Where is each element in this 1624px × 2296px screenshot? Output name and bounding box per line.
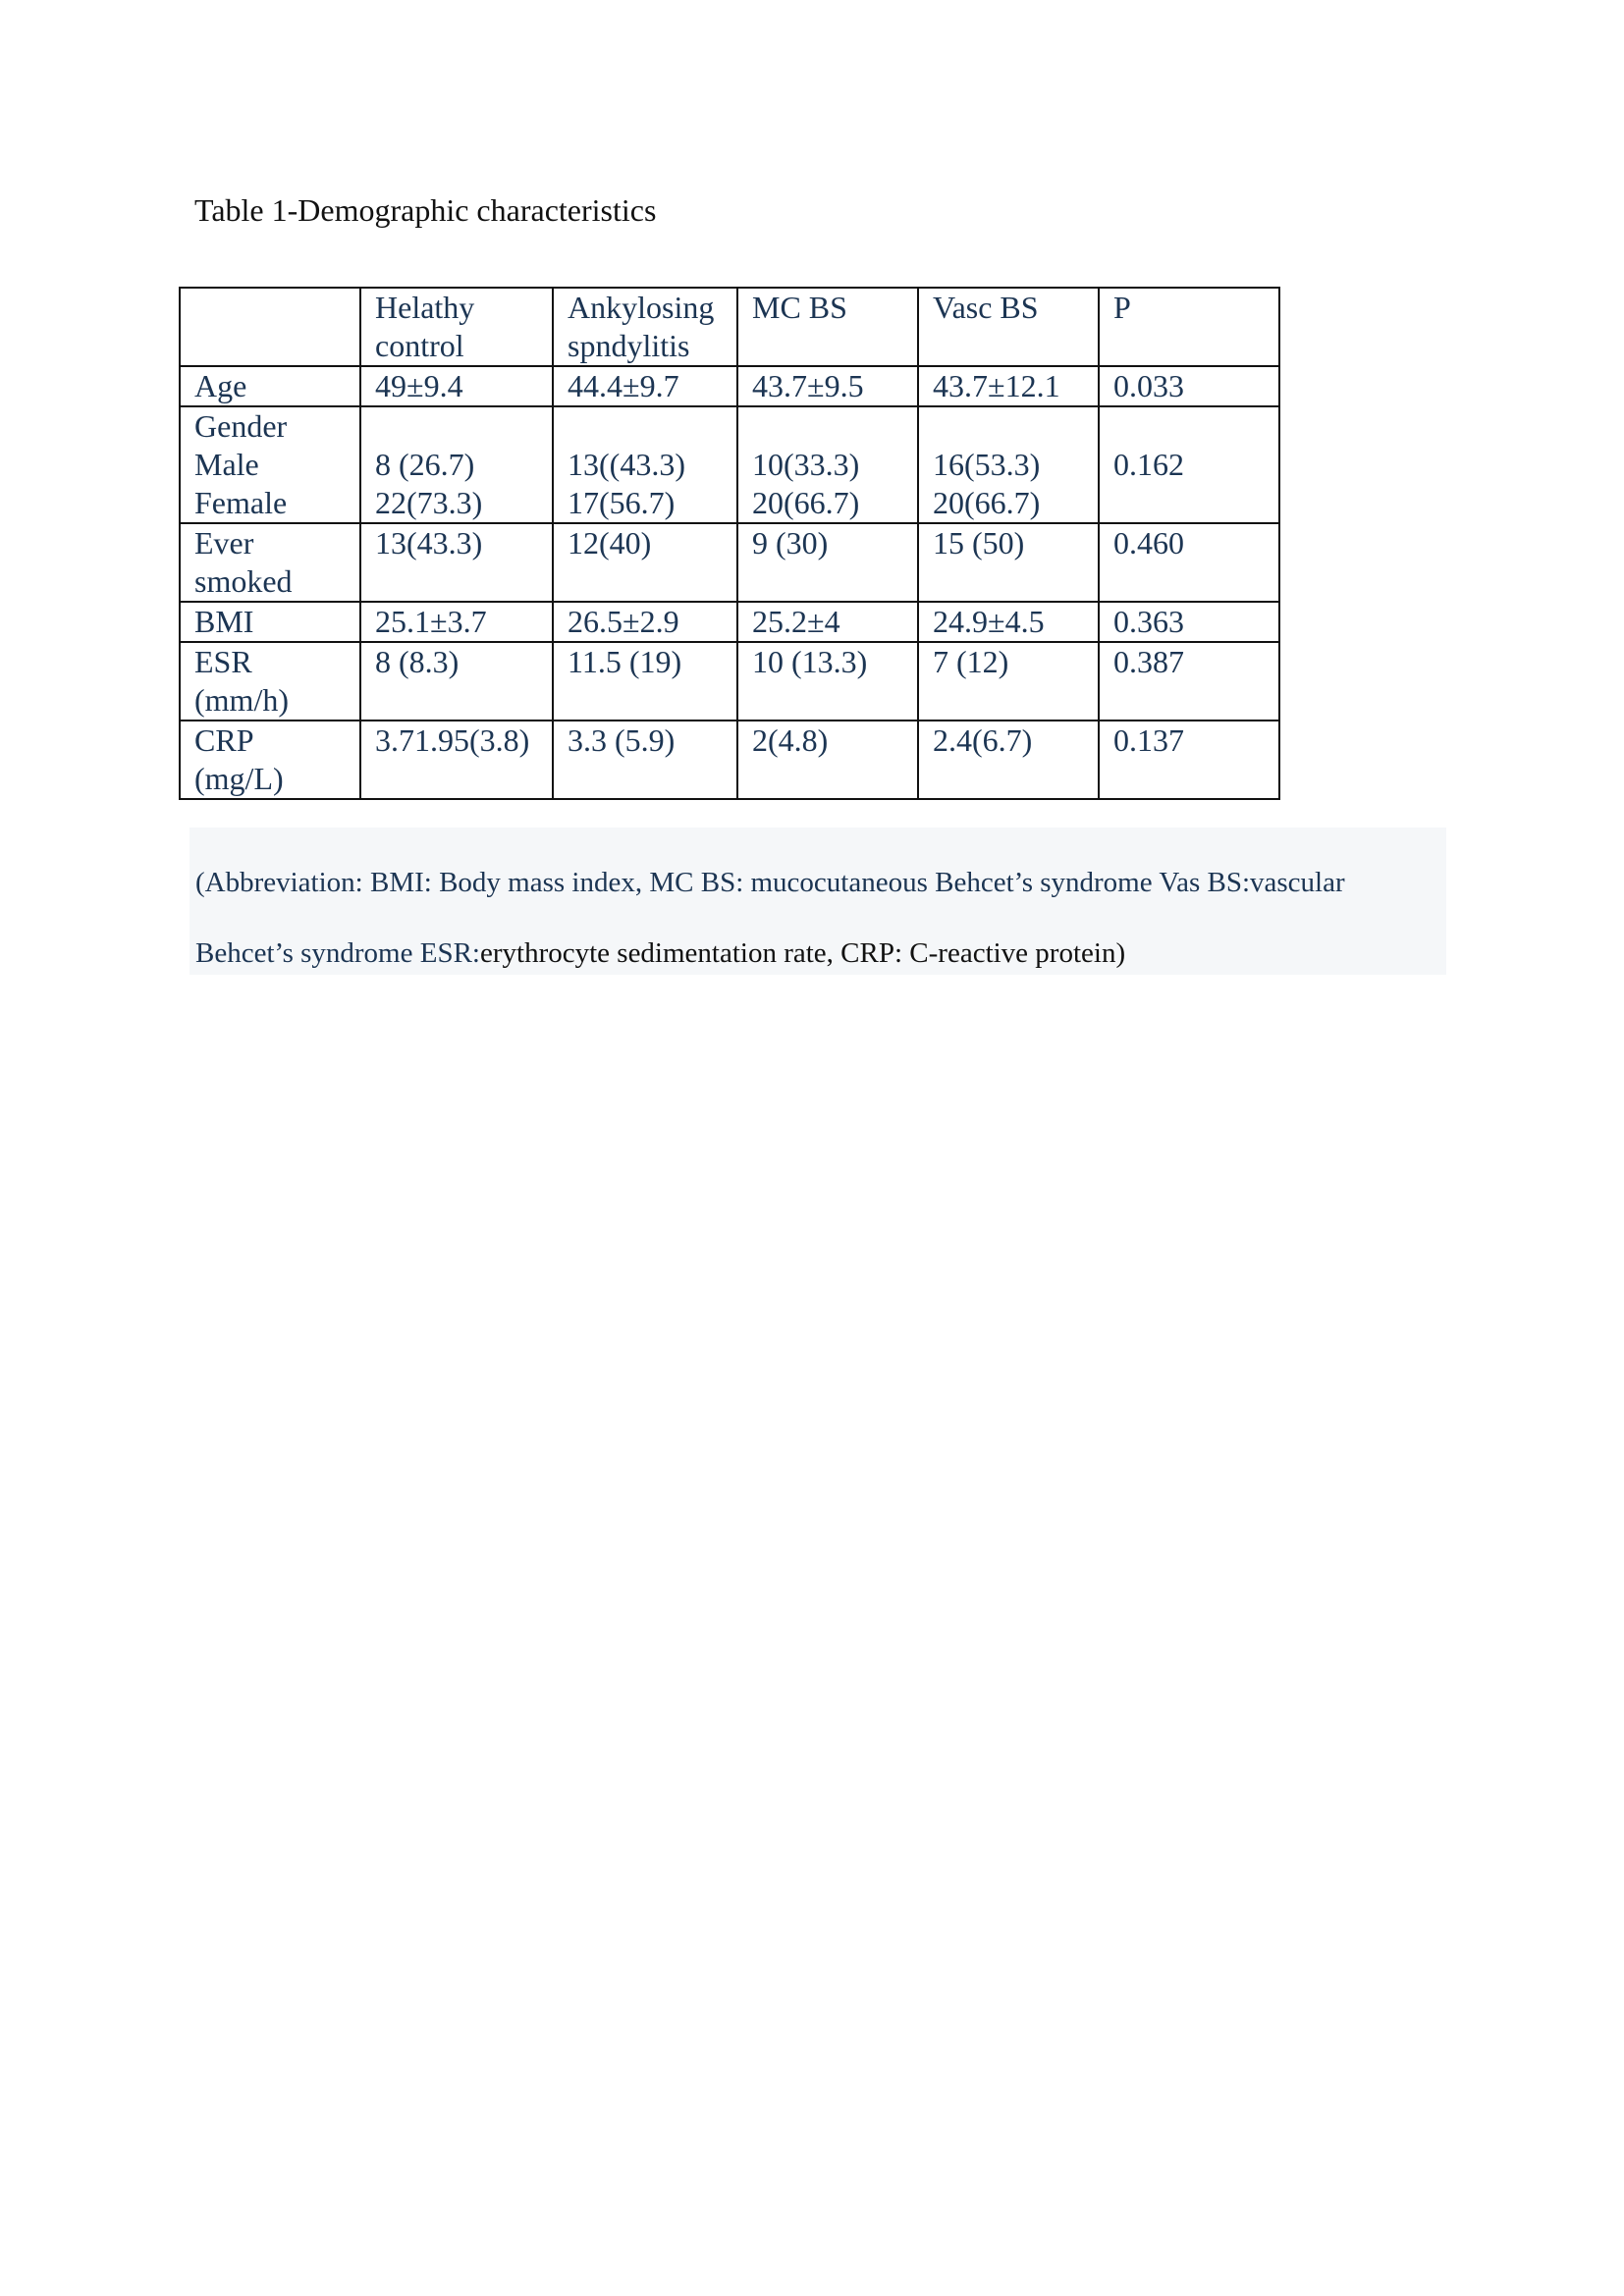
table-cell: 9 (30) [737,523,918,602]
demographics-table [179,287,1280,800]
table-cell: 2.4(6.7) [918,721,1099,799]
table-row-ever-smoked [180,523,1279,602]
table-cell: 2(4.8) [737,721,918,799]
row-label-age: Age [180,366,360,406]
header-cell-vasc-bs: Vasc BS [918,288,1099,366]
header-cell-mc-bs: MC BS [737,288,918,366]
table-cell: 13((43.3) 17(56.7) [553,406,737,523]
table-cell: 13(43.3) [360,523,553,602]
table-row-esr [180,642,1279,721]
table-row-gender [180,406,1279,523]
table-header-row [180,288,1279,366]
table-cell: 16(53.3) 20(66.7) [918,406,1099,523]
table-cell: 43.7±9.5 [737,366,918,406]
table-cell: 12(40) [553,523,737,602]
table-cell: 0.363 [1099,602,1279,642]
table-cell: 10 (13.3) [737,642,918,721]
table-cell: 3.71.95(3.8) [360,721,553,799]
table-cell: 15 (50) [918,523,1099,602]
abbreviation-line-1: (Abbreviation: BMI: Body mass index, MC BS: mucocutaneous Behcet’s syndrome Vas BS:vascular [195,867,1345,898]
table-cell: 0.387 [1099,642,1279,721]
table-cell: 10(33.3) 20(66.7) [737,406,918,523]
row-label-ever-smoked: Ever smoked [180,523,360,602]
table-cell: 0.033 [1099,366,1279,406]
abbreviation-line-2-end: erythrocyte sedimentation rate, CRP: C-reactive protein) [479,937,1126,969]
table-title: Table 1-Demographic characteristics [194,192,657,228]
table-cell: 24.9±4.5 [918,602,1099,642]
table-cell: 25.2±4 [737,602,918,642]
table-cell: 7 (12) [918,642,1099,721]
header-cell-healthy-control: Helathy control [360,288,553,366]
table-cell: 3.3 (5.9) [553,721,737,799]
header-cell-ankylosing-spondylitis: Ankylosing spndylitis [553,288,737,366]
row-label-bmi: BMI [180,602,360,642]
table-cell: 44.4±9.7 [553,366,737,406]
header-cell-p: P [1099,288,1279,366]
abbreviation-line-2 [195,939,1125,968]
abbreviation-line-2-start: Behcet’s syndrome ESR: [195,937,480,969]
abbreviation-note [189,828,1446,975]
row-label-esr: ESR (mm/h) [180,642,360,721]
table-cell: 11.5 (19) [553,642,737,721]
row-label-gender: Gender Male Female [180,406,360,523]
table-cell: 8 (26.7) 22(73.3) [360,406,553,523]
table-row-crp [180,721,1279,799]
table-cell: 26.5±2.9 [553,602,737,642]
header-cell-empty [180,288,360,366]
table-row-bmi [180,602,1279,642]
table-cell: 8 (8.3) [360,642,553,721]
row-label-crp: CRP (mg/L) [180,721,360,799]
table-cell: 0.162 [1099,406,1279,523]
table-cell: 0.460 [1099,523,1279,602]
table-cell: 25.1±3.7 [360,602,553,642]
table-cell: 43.7±12.1 [918,366,1099,406]
table-cell: 49±9.4 [360,366,553,406]
table-cell: 0.137 [1099,721,1279,799]
table-row-age [180,366,1279,406]
